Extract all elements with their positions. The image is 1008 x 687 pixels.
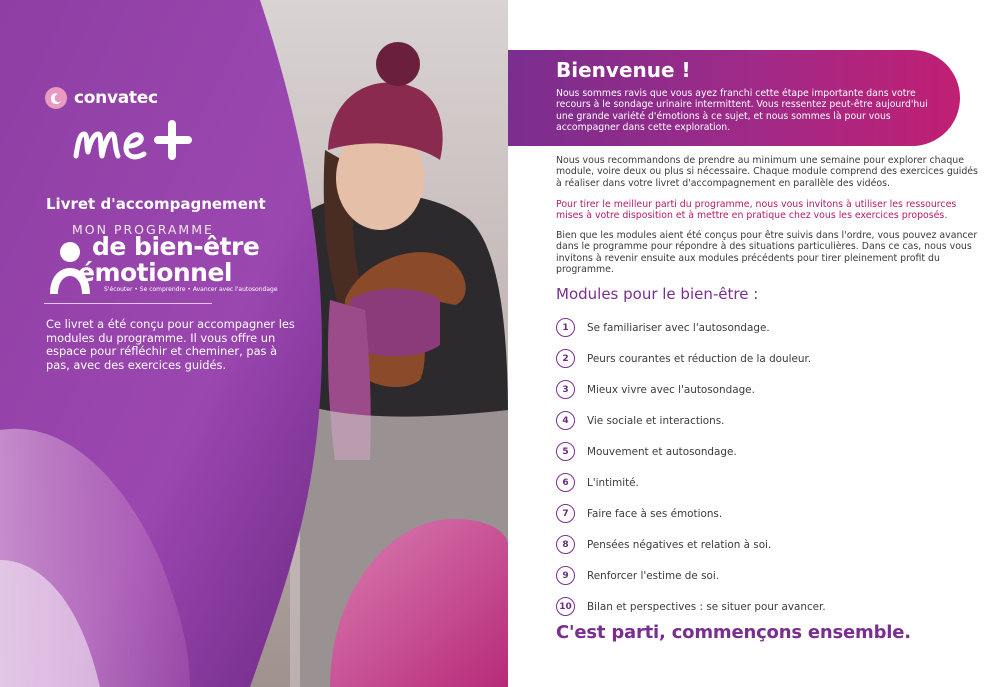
company-name: convatec: [74, 88, 158, 108]
module-number: 2: [556, 349, 575, 368]
module-number: 4: [556, 411, 575, 430]
module-number: 3: [556, 380, 575, 399]
closing-text: C'est parti, commençons ensemble.: [556, 622, 911, 643]
program-tagline: S'écouter • Se comprendre • Avancer avec l'autosondage: [104, 286, 278, 293]
module-label: Pensées négatives et relation à soi.: [587, 538, 772, 551]
module-item: [556, 405, 826, 436]
module-label: Mouvement et autosondage.: [587, 445, 737, 458]
module-item: [556, 343, 826, 374]
module-number: 8: [556, 535, 575, 554]
module-item: [556, 498, 826, 529]
convatec-logo-icon: [44, 86, 68, 110]
module-label: Faire face à ses émotions.: [587, 507, 723, 520]
module-label: Peurs courantes et réduction de la douleur.: [587, 352, 812, 365]
program-logo: [72, 112, 202, 172]
module-label: Mieux vivre avec l'autosondage.: [587, 383, 755, 396]
intro-text: Ce livret a été conçu pour accompagner les modules du programme. Il vous offre un espace pour réfléchir et cheminer, pas à pas, avec des exercices guidés.: [46, 317, 295, 372]
module-number: 7: [556, 504, 575, 523]
modules-title: Modules pour le bien-être :: [556, 285, 759, 303]
module-item: [556, 591, 826, 622]
module-label: Renforcer l'estime de soi.: [587, 569, 720, 582]
welcome-title: Bienvenue !: [556, 58, 691, 82]
module-number: 10: [556, 597, 575, 616]
module-number: 9: [556, 566, 575, 585]
module-number: 1: [556, 318, 575, 337]
module-number: 6: [556, 473, 575, 492]
convatec-logo: [44, 86, 158, 110]
module-item: [556, 374, 826, 405]
content-panel: [508, 0, 1008, 687]
module-item: [556, 529, 826, 560]
module-number: 5: [556, 442, 575, 461]
welcome-text: Nous sommes ravis que vous ayez franchi cette étape importante dans votre recours à le sondage urinaire intermittent. Vous ressentez peut-être aujourd'hui une grande variété d'émotions à ce sujet, et nous sommes là pour vous accompagner dans cette exploration.: [556, 88, 928, 134]
program-name-line2: émotionnel: [78, 258, 232, 287]
paragraph-order: Bien que les modules aient été conçus pour être suivis dans l'ordre, vous pouvez avancer dans le programme pour répondre à des situations particulières. Dans ce cas, nous vous invitons à revenir ensuite aux modules précédents pour tirer pleinement profit du programme.: [556, 230, 978, 276]
module-label: Se familiariser avec l'autosondage.: [587, 321, 770, 334]
module-label: L'intimité.: [587, 476, 639, 489]
module-item: [556, 436, 826, 467]
divider: [44, 303, 212, 304]
module-item: [556, 467, 826, 498]
paragraph-highlight: Pour tirer le meilleur parti du programme, nous vous invitons à utiliser les ressources mises à votre disposition et à mettre en pratique chez vous les exercices proposés.: [556, 199, 957, 222]
module-list: [556, 312, 826, 622]
program-name-line1: de bien-être: [92, 232, 260, 261]
program-label: MON PROGRAMME: [72, 222, 214, 237]
module-item: [556, 560, 826, 591]
module-label: Vie sociale et interactions.: [587, 414, 725, 427]
module-item: [556, 312, 826, 343]
module-label: Bilan et perspectives : se situer pour avancer.: [587, 600, 826, 613]
me-plus-logo: [72, 112, 202, 168]
booklet-title: Livret d'accompagnement: [46, 195, 266, 213]
paragraph-recommendation: Nous vous recommandons de prendre au minimum une semaine pour explorer chaque module, voire deux ou plus si nécessaire. Chaque module comprend des exercices guidés à réaliser dans votre livret d'accompagnement en parallèle des vidéos.: [556, 155, 978, 189]
